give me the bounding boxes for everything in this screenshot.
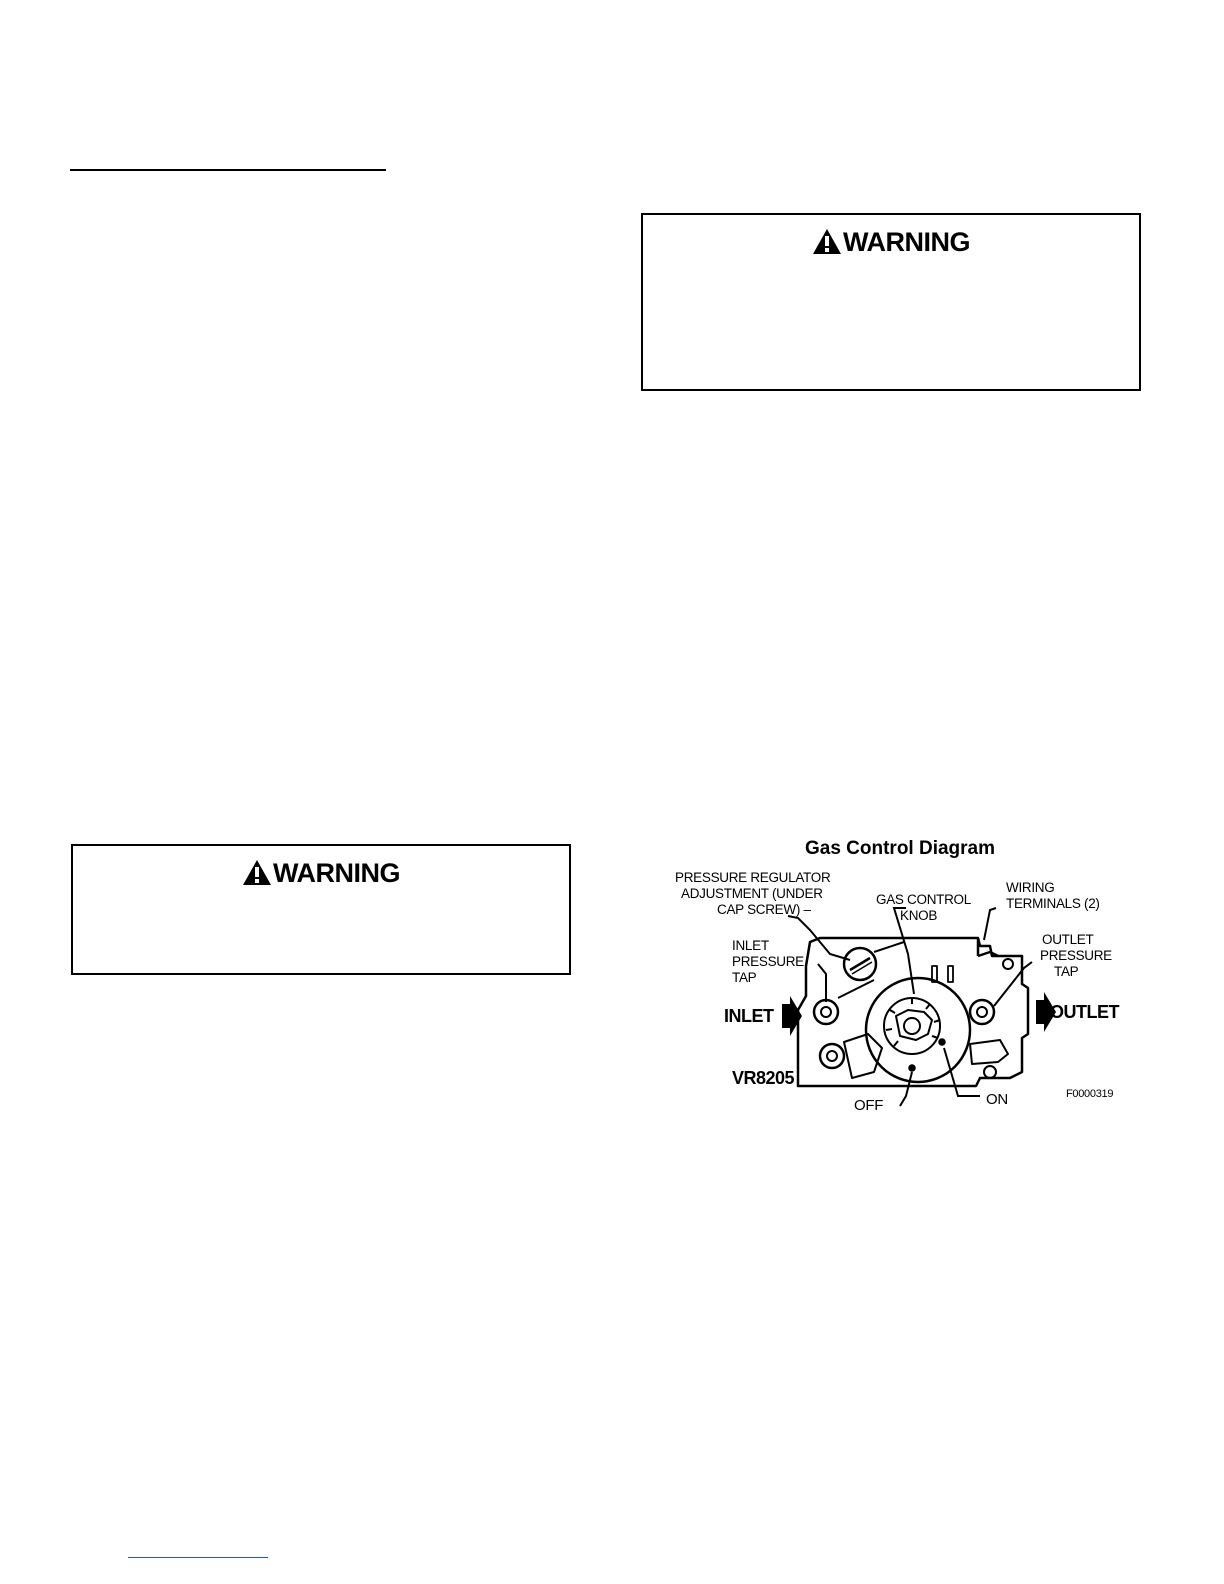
outlet-label: OUTLET xyxy=(1050,1002,1119,1022)
warning-heading xyxy=(73,858,569,889)
pressure-regulator-label: PRESSURE REGULATOR ADJUSTMENT (UNDER CAP SCREW) – xyxy=(675,870,831,917)
figure-id-label: F0000319 xyxy=(1066,1088,1114,1100)
warning-box-bottom-left xyxy=(71,844,571,975)
warning-triangle-icon xyxy=(242,859,272,886)
section-heading-underline xyxy=(70,169,386,171)
inlet-label: INLET xyxy=(724,1006,774,1026)
on-label: ON xyxy=(986,1091,1008,1108)
warning-label: WARNING xyxy=(273,858,400,888)
figure-title: Gas Control Diagram xyxy=(804,838,996,859)
model-number-label: VR8205 xyxy=(732,1068,795,1088)
inlet-pressure-tap-label: INLET PRESSURE TAP xyxy=(732,938,804,985)
wiring-terminals-label: WIRING TERMINALS (2) xyxy=(1006,880,1100,911)
warning-label: WARNING xyxy=(843,227,970,257)
footer-link-underline xyxy=(128,1557,268,1558)
warning-triangle-icon xyxy=(812,228,842,255)
gas-control-knob-label: GAS CONTROL KNOB xyxy=(876,892,971,923)
outlet-pressure-tap-label: OUTLET PRESSURE TAP xyxy=(1040,932,1112,979)
off-label: OFF xyxy=(854,1097,884,1114)
warning-heading xyxy=(643,227,1139,258)
gas-control-diagram xyxy=(660,834,1130,1124)
warning-box-top-right xyxy=(641,213,1141,391)
